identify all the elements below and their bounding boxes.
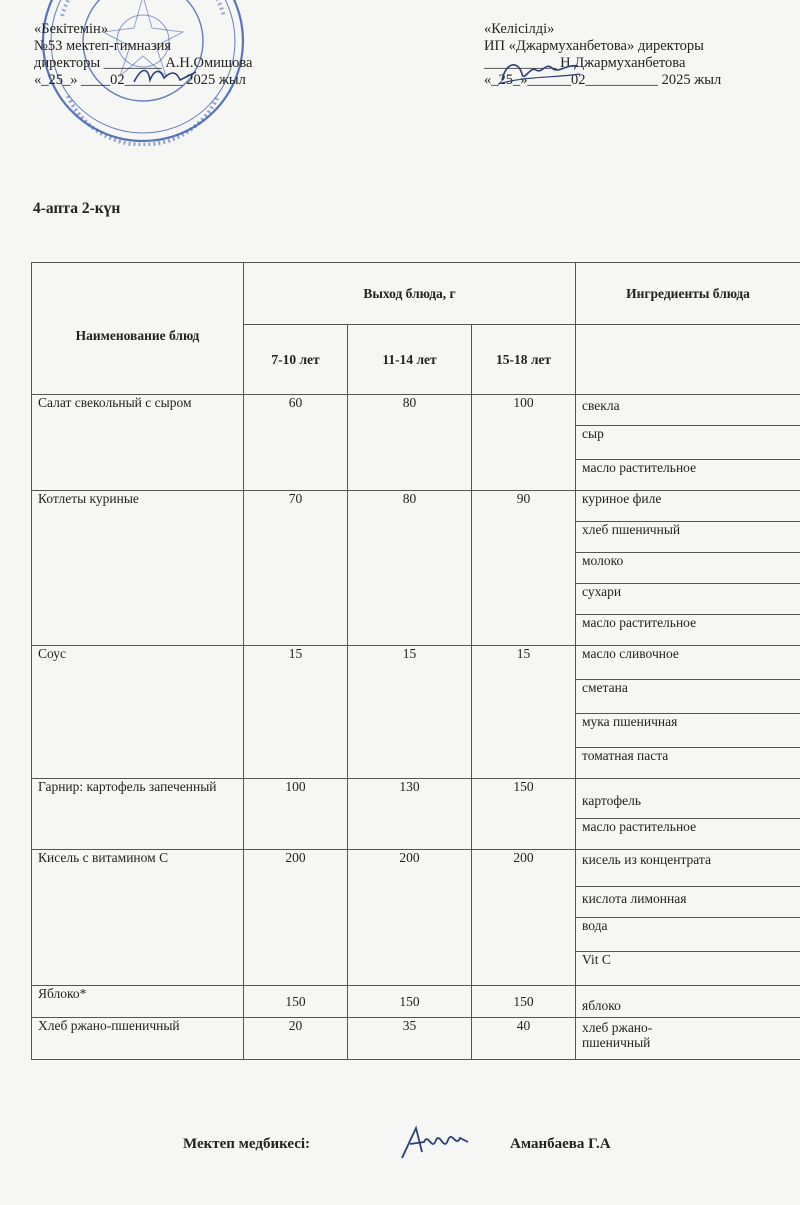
dish-name: Котлеты куриные [32, 491, 244, 646]
agreement-word: «Келісілді» [484, 21, 555, 37]
nurse-name: Аманбаева Г.А [510, 1136, 611, 1152]
agreement-block [484, 21, 800, 89]
ingredient: масло растительное [576, 615, 800, 646]
yield-11-14: 200 [348, 850, 472, 986]
yield-15-18: 15 [472, 646, 576, 779]
yield-15-18: 90 [472, 491, 576, 646]
nurse-label: Мектеп медбикесі: [183, 1136, 311, 1152]
ingredient: вода [576, 918, 800, 952]
table-row [32, 986, 800, 1018]
table-row [32, 646, 800, 680]
yield-15-18: 40 [472, 1018, 576, 1060]
dish-name: Соус [32, 646, 244, 779]
ingredient: масло растительное [576, 460, 800, 491]
yield-15-18: 100 [472, 395, 576, 491]
ingredient: Vit C [576, 952, 800, 986]
dish-name: Салат свекольный с сыром [32, 395, 244, 491]
yield-7-10: 20 [244, 1018, 348, 1060]
yield-7-10: 200 [244, 850, 348, 986]
yield-7-10: 100 [244, 779, 348, 850]
ingredient: томатная паста [576, 748, 800, 779]
nurse-signature [398, 1122, 470, 1164]
ingredient: кисель из концентрата [576, 850, 800, 887]
header-age-15-18: 15-18 лет [472, 325, 576, 395]
ingredient: хлеб пшеничный [576, 522, 800, 553]
approval-director-line [34, 55, 354, 72]
yield-7-10: 70 [244, 491, 348, 646]
ingredient: кислота лимонная [576, 887, 800, 918]
yield-11-14: 80 [348, 491, 472, 646]
dish-name: Хлеб ржано-пшеничный [32, 1018, 244, 1060]
header-ingredients: Ингредиенты блюда [576, 263, 800, 325]
yield-11-14: 15 [348, 646, 472, 779]
ingredient: картофель [576, 779, 800, 819]
yield-7-10: 15 [244, 646, 348, 779]
table-row [32, 491, 800, 522]
ingredient: масло растительное [576, 819, 800, 850]
dish-name: Кисель с витамином С [32, 850, 244, 986]
approval-role: директоры [34, 55, 101, 71]
header-dish: Наименование блюд [32, 263, 244, 395]
ingredient: молоко [576, 553, 800, 584]
agreement-director-line [484, 55, 800, 72]
approval-sign-line: ________ [103, 55, 162, 71]
menu-table [31, 262, 800, 1060]
ingredient: свекла [576, 395, 800, 426]
header-age-11-14: 11-14 лет [348, 325, 472, 395]
table-row [32, 1018, 800, 1060]
approval-date: «_25_» ____02________ 2025 жыл [34, 72, 246, 88]
approval-org: №53 мектеп-гимназия [34, 38, 172, 54]
yield-11-14: 130 [348, 779, 472, 850]
header-ingredients-sub [576, 325, 800, 395]
ingredient: куриное филе [576, 491, 800, 522]
yield-11-14: 150 [348, 986, 472, 1018]
approval-name: А.Н.Омишова [165, 55, 253, 71]
ingredient: масло сливочное [576, 646, 800, 680]
ingredient: мука пшеничная [576, 714, 800, 748]
yield-15-18: 150 [472, 986, 576, 1018]
approval-word: «Бекітемін» [34, 21, 109, 37]
agreement-sign-line: __________ [484, 55, 557, 71]
yield-7-10: 150 [244, 986, 348, 1018]
ingredient: хлеб ржано-пшеничный [576, 1018, 800, 1060]
ingredient: сыр [576, 426, 800, 460]
ingredient: сметана [576, 680, 800, 714]
agreement-date: «_25_»______02__________ 2025 жыл [484, 72, 722, 88]
table-row [32, 395, 800, 426]
approval-block [34, 21, 354, 89]
ingredient: яблоко [576, 986, 800, 1018]
header-age-7-10: 7-10 лет [244, 325, 348, 395]
agreement-name: Н.Джармуханбетова [560, 55, 686, 71]
ingredient: сухари [576, 584, 800, 615]
dish-name: Яблоко* [32, 986, 244, 1018]
yield-11-14: 80 [348, 395, 472, 491]
agreement-org: ИП «Джармуханбетова» директоры [484, 38, 704, 54]
dish-name: Гарнир: картофель запеченный [32, 779, 244, 850]
page-title: 4-апта 2-күн [33, 200, 121, 217]
header-yield: Выход блюда, г [244, 263, 576, 325]
yield-7-10: 60 [244, 395, 348, 491]
yield-11-14: 35 [348, 1018, 472, 1060]
yield-15-18: 200 [472, 850, 576, 986]
table-row [32, 850, 800, 887]
table-row [32, 779, 800, 819]
yield-15-18: 150 [472, 779, 576, 850]
